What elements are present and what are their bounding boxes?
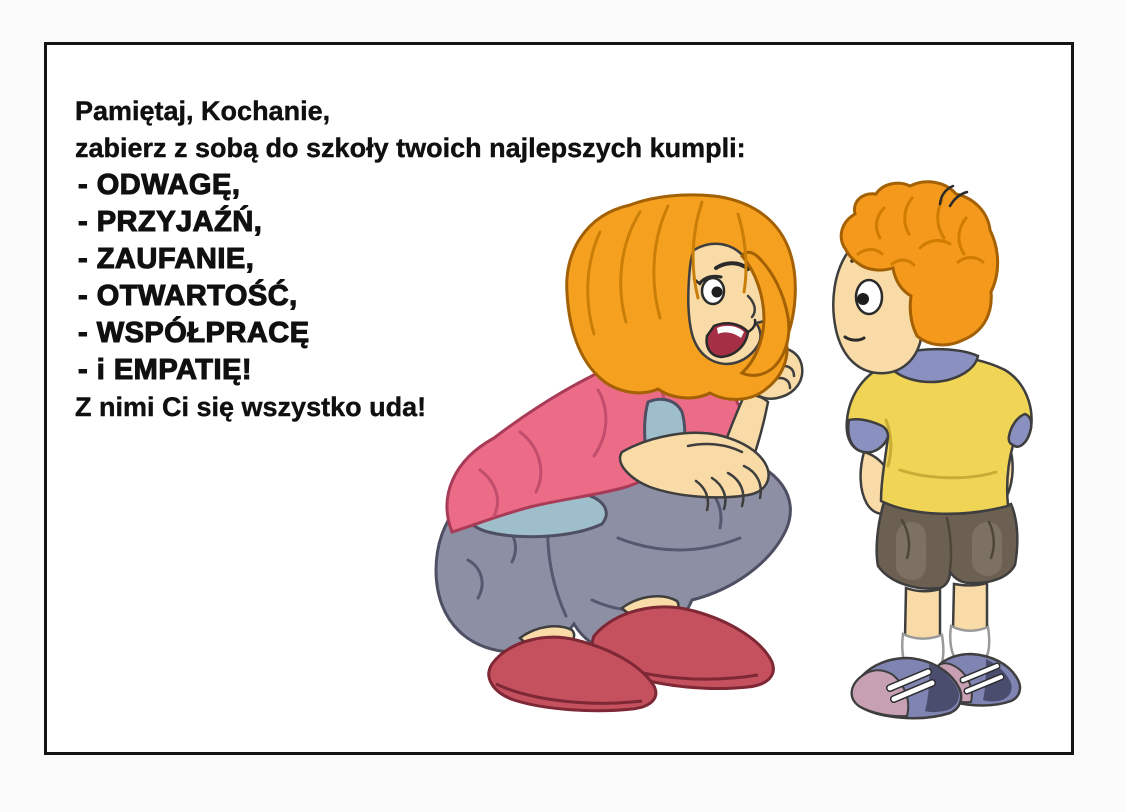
friend-item-courage: - ODWAGĘ, <box>78 169 241 201</box>
friend-item-friendship: - PRZYJAŹŃ, <box>78 206 263 238</box>
greeting-line: Pamiętaj, Kochanie, <box>75 96 331 126</box>
boy-illustration <box>833 182 1031 718</box>
friend-item-cooperation: - WSPÓŁPRACĘ <box>78 317 310 349</box>
friend-item-openness: - OTWARTOŚĆ, <box>78 280 298 312</box>
closing-line: Z nimi Ci się wszystko uda! <box>75 392 427 422</box>
friend-item-trust: - ZAUFANIE, <box>78 243 255 275</box>
meme-text-block <box>75 93 746 426</box>
friend-item-empathy: - i EMPATIĘ! <box>78 354 253 386</box>
intro-line: zabierz z sobą do szkoły twoich najlepszych kumpli: <box>75 133 746 163</box>
